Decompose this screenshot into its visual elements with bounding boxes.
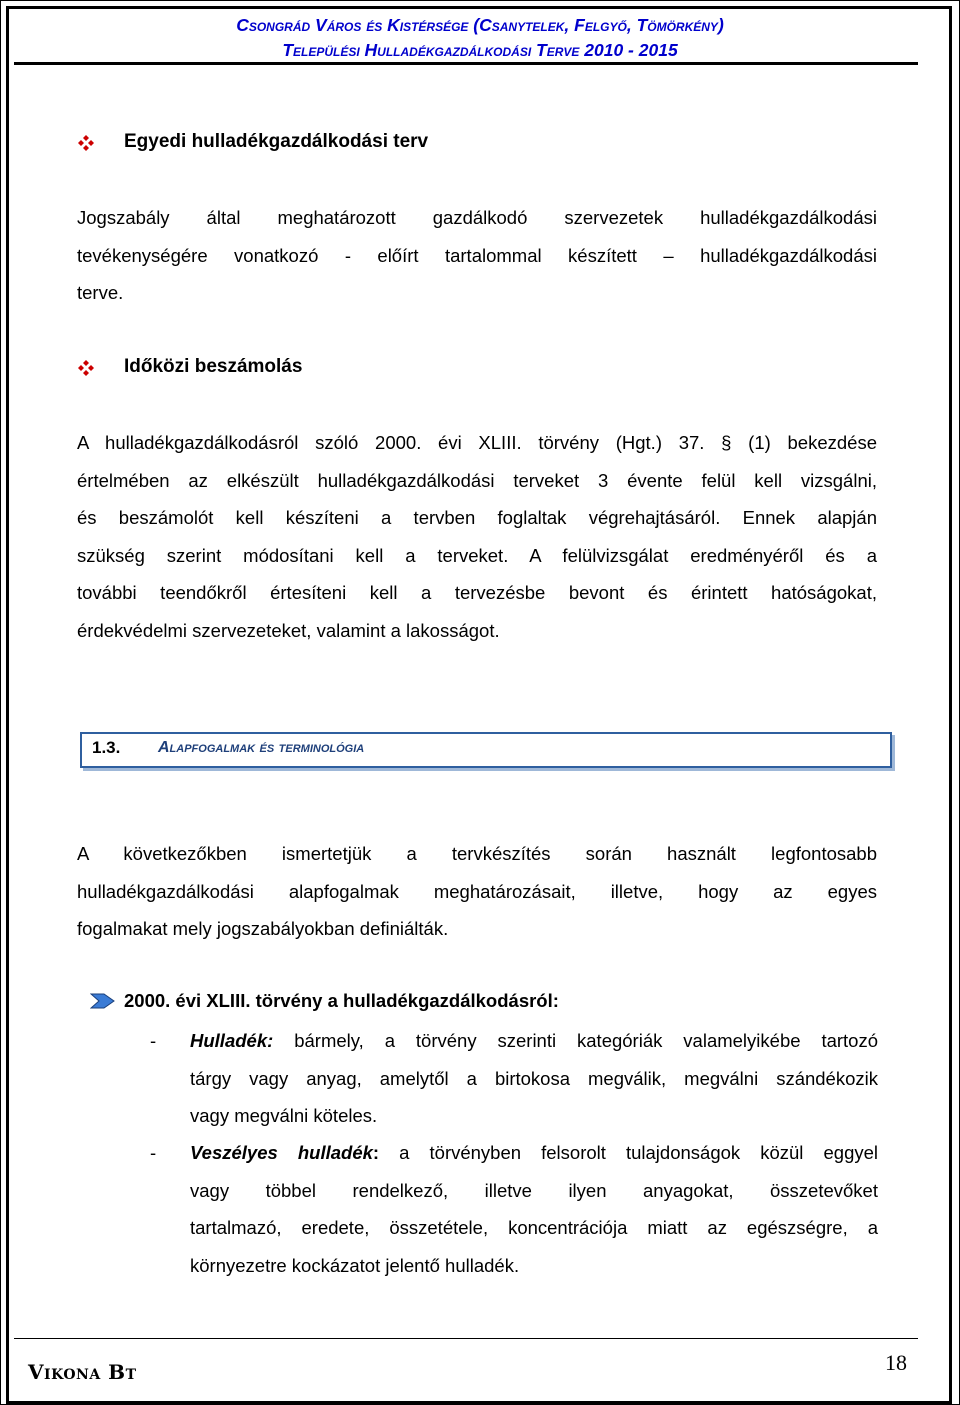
paragraph-line: Jogszabály által meghatározott gazdálkodó szervezetek hulladékgazdálkodási [77, 207, 877, 228]
definition-term: Hulladék: [190, 1030, 274, 1051]
idokozi-paragraph [77, 424, 877, 649]
definition-line: vagy többel rendelkező, illetve ilyen anyagokat, összetevőket [190, 1179, 878, 1201]
definition-line: Veszélyes hulladék: a törvényben felsorolt tulajdonságok közül eggyel [190, 1142, 879, 1163]
footer-company: Vikona Bt [28, 1360, 137, 1384]
paragraph-line: hulladékgazdálkodási alapfogalmak meghatározásait, illetve, hogy az egyes [77, 880, 877, 902]
diamond-dots-bullet-icon [77, 134, 95, 152]
definition-line: Hulladék: bármely, a törvény szerinti kategóriák valamelyikébe tartozó [190, 1030, 878, 1051]
definition-line: tárgy vagy anyag, amelytől a birtokosa megválik, megválni szándékozik [190, 1067, 878, 1089]
page-number: 18 [885, 1350, 907, 1375]
arrow-right-bullet-icon [90, 992, 116, 1010]
definition-term: Veszélyes hulladék [190, 1142, 373, 1163]
paragraph-line: szükség szerint módosítani kell a terveket. A felülvizsgálat eredményéről és a [77, 544, 877, 566]
paragraph-line: terve. [77, 282, 124, 303]
section-number: 1.3. [92, 738, 121, 757]
diamond-dots-bullet-icon [77, 359, 95, 377]
definition-dash: - [150, 1030, 157, 1051]
definition-line: környezetre kockázatot jelentő hulladék. [190, 1254, 520, 1276]
paragraph-line: tevékenységére vonatkozó - előírt tartalommal készített – hulladékgazdálkodási [77, 244, 877, 266]
law-heading: 2000. évi XLIII. törvény a hulladékgazdálkodásról: [124, 990, 559, 1011]
idokozi-title: Időközi beszámolás [124, 356, 303, 377]
definition-line: tartalmazó, eredete, összetétele, koncentrációja miatt az egészségre, a [190, 1217, 878, 1238]
footer-rule [14, 1338, 918, 1339]
paragraph-line: és beszámolót kell készíteni a tervben foglaltak végrehajtásáról. Ennek alapján [77, 507, 877, 528]
header-line-2: Települési Hulladékgazdálkodási Terve 2010 - 2015 [282, 40, 678, 60]
paragraph-line: A következőkben ismertetjük a tervkészítés során használt legfontosabb [77, 843, 877, 864]
intro-paragraph [77, 835, 877, 948]
paragraph-line: értelmében az elkészült hulladékgazdálkodási terveket 3 évente felül kell vizsgálni, [77, 469, 877, 491]
header-line-1: Csongrád Város és Kistérsége (Csanytelek, Felgyő, Tömörkény) [236, 15, 724, 35]
egyedi-title: Egyedi hulladékgazdálkodási terv [124, 131, 429, 152]
section-title: Alapfogalmak és terminológia [158, 739, 365, 756]
definition-hulladek [190, 1022, 878, 1135]
definition-dash: - [150, 1142, 157, 1163]
paragraph-line: további teendőkről értesíteni kell a tervezésbe bevont és érintett hatóságokat, [77, 582, 877, 603]
paragraph-line: A hulladékgazdálkodásról szóló 2000. évi XLIII. törvény (Hgt.) 37. § (1) bekezdése [77, 432, 877, 453]
paragraph-line: fogalmakat mely jogszabályokban definiálták. [77, 918, 449, 939]
paragraph-line: érdekvédelmi szervezeteket, valamint a lakosságot. [77, 619, 500, 641]
definition-line: vagy megválni köteles. [190, 1105, 378, 1126]
header-rule [14, 62, 918, 65]
definition-veszelyes [190, 1134, 878, 1284]
egyedi-paragraph [77, 199, 877, 312]
